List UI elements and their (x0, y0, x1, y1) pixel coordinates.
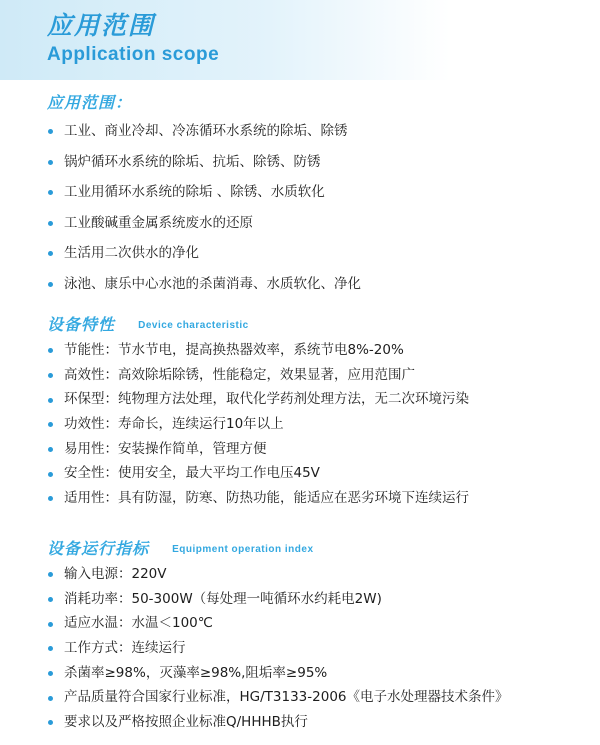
list-item (47, 363, 587, 388)
list-item (47, 636, 587, 661)
section-subtitle: Equipment operation index (172, 544, 314, 555)
bullet-icon (48, 720, 53, 725)
page-header (47, 10, 219, 66)
list-item (47, 587, 587, 612)
list-item (47, 685, 587, 710)
list-item (47, 387, 587, 412)
list-item-text: 泳池、康乐中心水池的杀菌消毒、水质软化、净化 (64, 275, 361, 292)
list-item (47, 147, 587, 178)
bullet-icon (48, 646, 53, 651)
item-list (47, 562, 587, 735)
list-item-text: 适应水温：水温＜100℃ (64, 615, 213, 632)
list-item-text: 节能性：节水节电，提高换热器效率，系统节电8%-20% (64, 342, 404, 358)
section-application-scope (47, 90, 587, 299)
bullet-icon (48, 398, 53, 403)
list-item-text: 要求以及严格按照企业标准Q/HHHB执行 (64, 714, 308, 731)
list-item-text: 工业用循环水系统的除垢 、除锈、水质软化 (64, 184, 325, 200)
list-item (47, 116, 587, 147)
list-item-text: 生活用二次供水的净化 (64, 245, 199, 261)
list-item-text: 高效性：高效除垢除锈，性能稳定，效果显著，应用范围广 (64, 366, 415, 383)
section-subtitle: Device characteristic (138, 320, 249, 331)
list-item (47, 486, 587, 511)
list-item (47, 661, 587, 686)
section-heading (47, 90, 587, 116)
list-item (47, 338, 587, 363)
bullet-icon (48, 129, 53, 134)
list-item (47, 269, 587, 300)
page-subtitle: Application scope (47, 44, 220, 65)
list-item-text: 安全性：使用安全，最大平均工作电压45V (64, 465, 320, 482)
bullet-icon (48, 251, 53, 256)
bullet-icon (48, 282, 53, 287)
list-item (47, 238, 587, 269)
section-title: 设备运行指标 (47, 539, 150, 558)
bullet-icon (48, 597, 53, 602)
list-item-text: 工业酸碱重金属系统废水的还原 (64, 214, 253, 231)
list-item (47, 437, 587, 462)
bullet-icon (48, 622, 53, 627)
section-heading (47, 536, 587, 562)
item-list (47, 338, 587, 511)
bullet-icon (48, 160, 53, 165)
bullet-icon (48, 696, 53, 701)
list-item (47, 208, 587, 239)
section-heading (47, 312, 587, 338)
bullet-icon (48, 348, 53, 353)
list-item (47, 710, 587, 735)
list-item-text: 环保型：纯物理方法处理，取代化学药剂处理方法，无二次环境污染 (64, 391, 469, 408)
list-item-text: 工业、商业冷却、冷冻循环水系统的除垢、除锈 (64, 123, 348, 139)
list-item-text: 适用性：具有防湿，防寒、防热功能，能适应在恶劣环境下连续运行 (64, 490, 469, 507)
list-item-text: 锅炉循环水系统的除垢、抗垢、除锈、防锈 (64, 153, 321, 170)
list-item-text: 易用性：安装操作简单，管理方便 (64, 440, 267, 457)
section-operation-index (47, 536, 587, 735)
section-title: 应用范围： (47, 93, 133, 112)
list-item-text: 输入电源：220V (64, 566, 167, 582)
section-device-characteristic (47, 312, 587, 511)
bullet-icon (48, 373, 53, 378)
list-item (47, 611, 587, 636)
list-item-text: 工作方式：连续运行 (64, 640, 186, 657)
list-item-text: 消耗功率：50-300W（每处理一吨循环水约耗电2W) (64, 590, 382, 607)
list-item (47, 177, 587, 208)
bullet-icon (48, 572, 53, 577)
page-title: 应用范围 (47, 11, 156, 40)
bullet-icon (48, 472, 53, 477)
bullet-icon (48, 221, 53, 226)
bullet-icon (48, 447, 53, 452)
bullet-icon (48, 671, 53, 676)
list-item-text: 杀菌率≥98%，灭藻率≥98%,阻垢率≥95% (64, 664, 328, 681)
bullet-icon (48, 496, 53, 501)
item-list (47, 116, 587, 299)
list-item (47, 562, 587, 587)
list-item (47, 461, 587, 486)
bullet-icon (48, 422, 53, 427)
list-item-text: 产品质量符合国家行业标准，HG/T3133-2006《电子水处理器技术条件》 (64, 689, 509, 706)
bullet-icon (48, 190, 53, 195)
section-title: 设备特性 (47, 315, 116, 334)
list-item (47, 412, 587, 437)
list-item-text: 功效性：寿命长，连续运行10年以上 (64, 416, 284, 433)
